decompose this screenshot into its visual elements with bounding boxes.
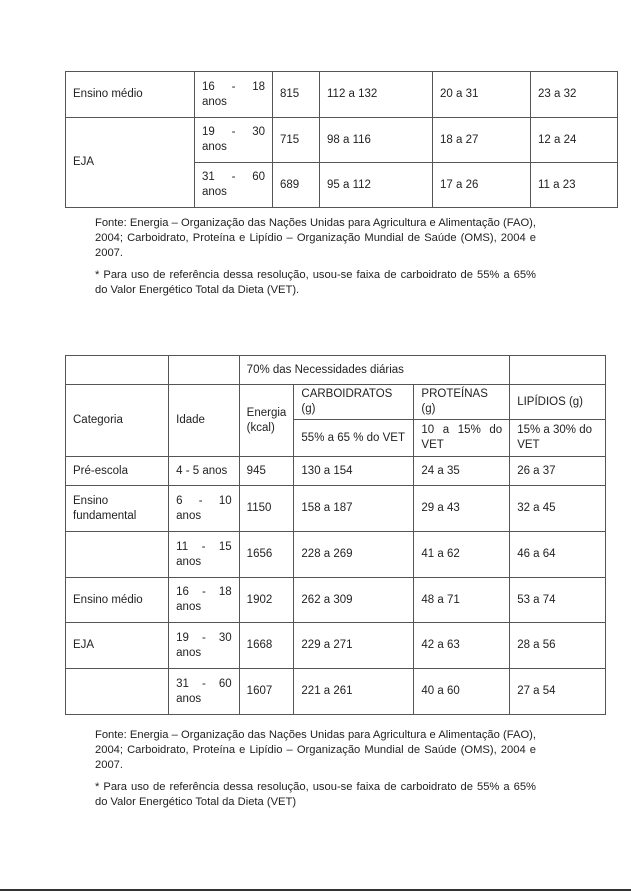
carbs-cell: 228 a 269 <box>294 532 414 578</box>
table-header-group-row <box>66 356 606 385</box>
carbs-cell: 262 a 309 <box>294 578 414 623</box>
table-row <box>66 118 618 163</box>
lipids-cell: 23 a 32 <box>531 72 618 118</box>
age-cell: 4 - 5 anos <box>169 457 240 486</box>
nutrition-table-2 <box>65 355 606 715</box>
lipids-cell: 32 a 45 <box>510 486 606 532</box>
table-row <box>66 669 606 715</box>
table-row <box>66 578 606 623</box>
age-cell: 31 - 60 anos <box>195 163 273 208</box>
header-lipids-sub: 15% a 30% do VET <box>510 420 606 457</box>
energy-cell: 945 <box>239 457 294 486</box>
lipids-cell: 12 a 24 <box>531 118 618 163</box>
table-row <box>66 532 606 578</box>
header-carbs: CARBOIDRATOS (g) <box>294 385 414 420</box>
energy-cell: 815 <box>273 72 320 118</box>
proteins-cell: 29 a 43 <box>414 486 510 532</box>
age-cell: 31 - 60 anos <box>169 669 240 715</box>
footnote: * Para uso de referência dessa resolução, usou-se faixa de carboidrato de 55% a 65% do Valor Energético Total da Dieta (VET). <box>95 269 536 296</box>
carbs-cell: 130 a 154 <box>294 457 414 486</box>
table-row <box>66 486 606 532</box>
proteins-cell: 40 a 60 <box>414 669 510 715</box>
table-1-notes <box>95 216 536 298</box>
table-row <box>66 72 618 118</box>
lipids-cell: 11 a 23 <box>531 163 618 208</box>
proteins-cell: 24 a 35 <box>414 457 510 486</box>
carbs-cell: 98 a 116 <box>320 118 433 163</box>
age-cell: 16 - 18 anos <box>169 578 240 623</box>
energy-cell: 1668 <box>239 623 294 669</box>
energy-cell: 1607 <box>239 669 294 715</box>
category-cell: Ensino médio <box>66 72 195 118</box>
header-group: 70% das Necessidades diárias <box>239 356 510 385</box>
footnote: * Para uso de referência dessa resolução, usou-se faixa de carboidrato de 55% a 65% do Valor Energético Total da Dieta (VET) <box>95 781 536 808</box>
lipids-cell: 26 a 37 <box>510 457 606 486</box>
carbs-cell: 229 a 271 <box>294 623 414 669</box>
category-cell: Ensino médio <box>66 578 169 623</box>
lipids-cell: 46 a 64 <box>510 532 606 578</box>
category-cell: Ensino fundamental <box>66 486 169 532</box>
proteins-cell: 17 a 26 <box>433 163 531 208</box>
category-cell: EJA <box>66 623 169 669</box>
lipids-cell: 28 a 56 <box>510 623 606 669</box>
age-cell: 19 - 30 anos <box>195 118 273 163</box>
header-proteins-sub: 10 a 15% do VET <box>414 420 510 457</box>
header-category: Categoria <box>66 385 169 457</box>
source-note: Fonte: Energia – Organização das Nações Unidas para Agricultura e Alimentação (FAO), 2004; Carboidrato, Proteína e Lipídio – Organização Mundial de Saúde (OMS), 2004 e 2007. <box>95 217 536 259</box>
header-lipids: LIPÍDIOS (g) <box>510 385 606 420</box>
proteins-cell: 20 a 31 <box>433 72 531 118</box>
table-2-notes <box>95 728 536 810</box>
energy-cell: 1656 <box>239 532 294 578</box>
carbs-cell: 158 a 187 <box>294 486 414 532</box>
age-cell: 6 - 10 anos <box>169 486 240 532</box>
category-cell <box>66 669 169 715</box>
carbs-cell: 221 a 261 <box>294 669 414 715</box>
proteins-cell: 18 a 27 <box>433 118 531 163</box>
proteins-cell: 41 a 62 <box>414 532 510 578</box>
age-cell: 16 - 18 anos <box>195 72 273 118</box>
header-age: Idade <box>169 385 240 457</box>
table-row <box>66 623 606 669</box>
carbs-cell: 112 a 132 <box>320 72 433 118</box>
energy-cell: 1150 <box>239 486 294 532</box>
table-header-row <box>66 385 606 420</box>
category-cell: EJA <box>66 118 195 208</box>
energy-cell: 715 <box>273 118 320 163</box>
page-bottom-border <box>0 889 631 891</box>
header-proteins: PROTEÍNAS (g) <box>414 385 510 420</box>
category-cell <box>66 532 169 578</box>
lipids-cell: 53 a 74 <box>510 578 606 623</box>
energy-cell: 1902 <box>239 578 294 623</box>
nutrition-table-1 <box>65 71 618 208</box>
table-row <box>66 457 606 486</box>
header-carbs-sub: 55% a 65 % do VET <box>294 420 414 457</box>
proteins-cell: 48 a 71 <box>414 578 510 623</box>
age-cell: 19 - 30 anos <box>169 623 240 669</box>
lipids-cell: 27 a 54 <box>510 669 606 715</box>
proteins-cell: 42 a 63 <box>414 623 510 669</box>
carbs-cell: 95 a 112 <box>320 163 433 208</box>
category-cell: Pré-escola <box>66 457 169 486</box>
source-note: Fonte: Energia – Organização das Nações Unidas para Agricultura e Alimentação (FAO), 2004; Carboidrato, Proteína e Lipídio – Organização Mundial de Saúde (OMS), 2004 e 2007. <box>95 729 536 771</box>
energy-cell: 689 <box>273 163 320 208</box>
age-cell: 11 - 15 anos <box>169 532 240 578</box>
header-energy: Energia (kcal) <box>239 385 294 457</box>
